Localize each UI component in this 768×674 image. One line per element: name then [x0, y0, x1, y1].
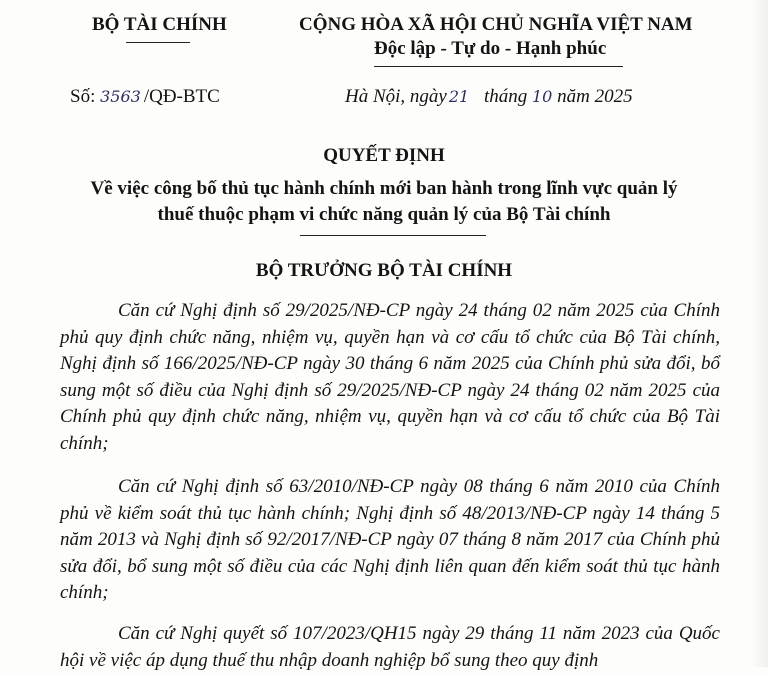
- handwritten-month: 10: [532, 87, 553, 106]
- number-prefix: Số:: [70, 86, 96, 107]
- place-date: [345, 86, 633, 108]
- document-number: [70, 86, 220, 108]
- decision-title: QUYẾT ĐỊNH: [323, 145, 445, 166]
- paragraph-1: Căn cứ Nghị định số 29/2025/NĐ-CP ngày 24 tháng 02 năm 2025 của Chính phủ quy định chức năng, nhiệm vụ, quyền hạn và cơ cấu tổ chức của Bộ Tài chính, Nghị định số 166/2025/NĐ-CP ngày 30 tháng 6 năm 2025 của Chính phủ sửa đổi, bổ sung một số điều của Nghị định số 29/2025/NĐ-CP ngày 24 tháng 02 năm 2025 của Chính phủ quy định chức năng, nhiệm vụ, quyền hạn và cơ cấu tổ chức của Bộ Tài chính;: [60, 300, 720, 454]
- page-edge-shadow: [750, 0, 768, 667]
- agency-underline: [126, 42, 190, 43]
- national-motto: Độc lập - Tự do - Hạnh phúc: [374, 38, 607, 59]
- handwritten-day: 21: [448, 87, 470, 106]
- country-name: CỘNG HÒA XÃ HỘI CHỦ NGHĨA VIỆT NAM: [299, 14, 693, 35]
- month-label: tháng: [483, 86, 528, 107]
- number-suffix: /QĐ-BTC: [143, 86, 220, 107]
- place-date-prefix: Hà Nội, ngày: [345, 86, 447, 107]
- issuing-authority: BỘ TRƯỞNG BỘ TÀI CHÍNH: [255, 260, 513, 281]
- subject-underline: [300, 235, 486, 236]
- agency-name: BỘ TÀI CHÍNH: [92, 14, 227, 35]
- year-text: năm 2025: [557, 86, 633, 107]
- decision-subject-line-1: Về việc công bố thủ tục hành chính mới ban hành trong lĩnh vực quản lý: [90, 178, 678, 199]
- handwritten-number: 3563: [100, 87, 141, 106]
- paragraph-2: Căn cứ Nghị định số 63/2010/NĐ-CP ngày 08 tháng 6 năm 2010 của Chính phủ về kiểm soát thủ tục hành chính; Nghị định số 48/2013/NĐ-CP ngày 14 tháng 5 năm 2013 và Nghị định số 92/2017/NĐ-CP ngày 07 tháng 8 năm 2017 của Chính phủ sửa đổi, bổ sung một số điều của các Nghị định liên quan đến kiểm soát thủ tục hành chính;: [60, 476, 720, 604]
- motto-underline: [374, 66, 623, 67]
- decision-subject-line-2: thuế thuộc phạm vi chức năng quản lý của Bộ Tài chính: [157, 204, 611, 225]
- paragraph-3: Căn cứ Nghị quyết số 107/2023/QH15 ngày 29 tháng 11 năm 2023 của Quốc hội về việc áp dụng thuế thu nhập doanh nghiệp bổ sung theo quy định: [60, 623, 720, 671]
